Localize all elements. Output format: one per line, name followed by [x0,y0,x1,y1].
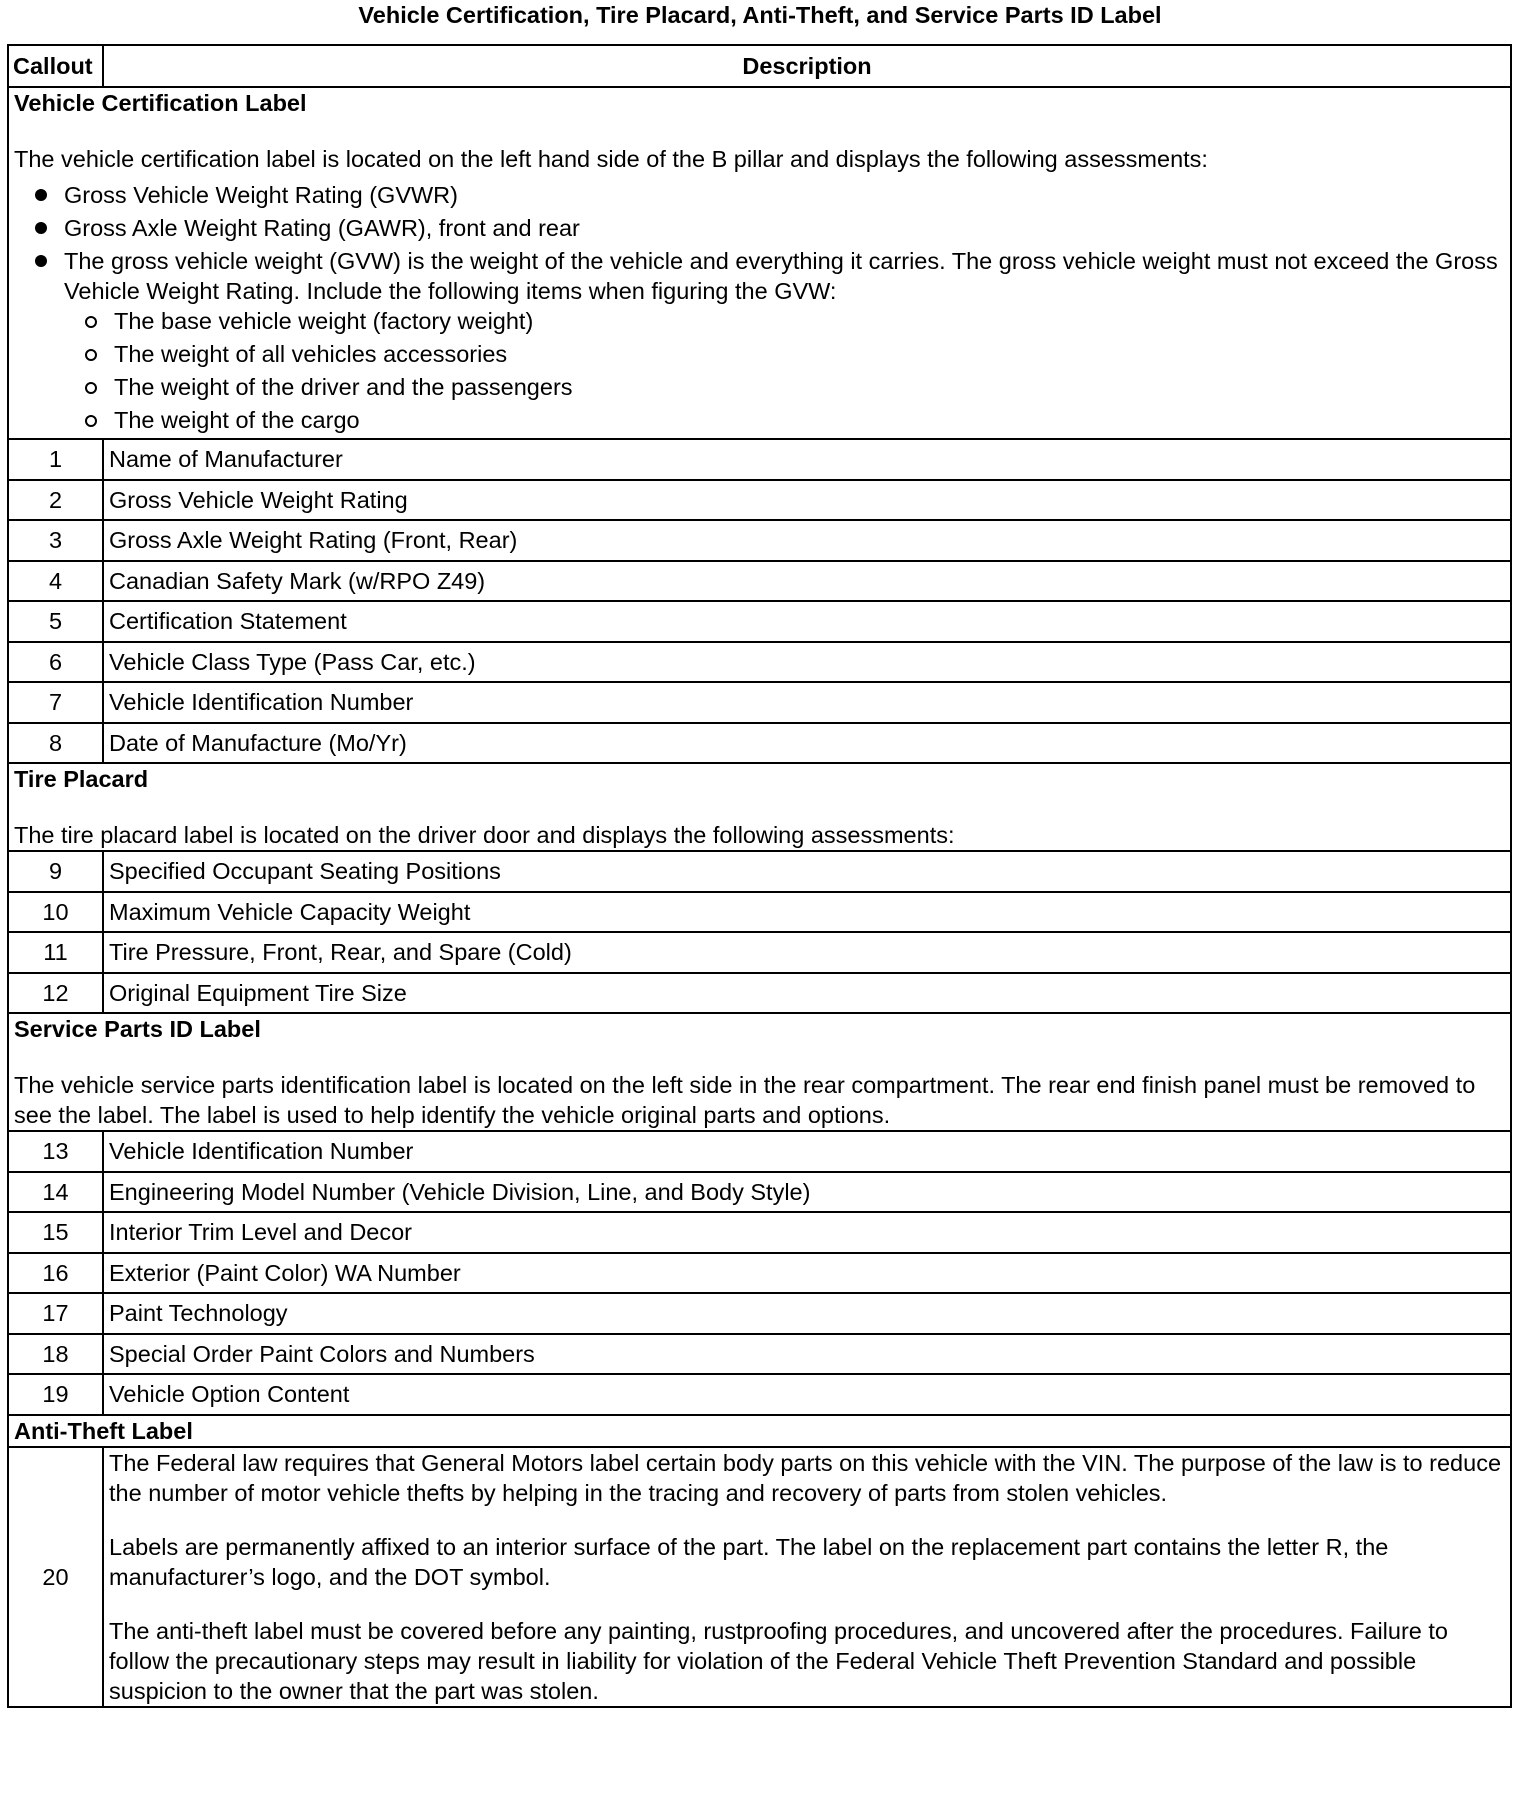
callout-number: 18 [8,1334,103,1375]
section-intro: The vehicle certification label is located on the left hand side of the B pillar and displays the following assessments: [14,146,1208,172]
table-row [8,892,1511,933]
callout-number: 12 [8,973,103,1014]
callout-description: Vehicle Identification Number [103,1131,1511,1172]
table-row [8,973,1511,1014]
table-row [8,682,1511,723]
section-title: Tire Placard [14,766,149,792]
section-intro: The tire placard label is located on the driver door and displays the following assessments: [14,822,955,848]
callout-description: Gross Axle Weight Rating (Front, Rear) [103,520,1511,561]
section-title: Vehicle Certification Label [14,90,307,116]
table-row [8,1374,1511,1415]
bullet-item: Gross Axle Weight Rating (GAWR), front and rear [14,213,1505,243]
callout-number: 1 [8,439,103,480]
callout-number: 2 [8,480,103,521]
callout-description: Vehicle Option Content [103,1374,1511,1415]
table-row [8,601,1511,642]
section-tire-placard [8,763,1511,851]
callout-description: Tire Pressure, Front, Rear, and Spare (Cold) [103,932,1511,973]
callout-description: Maximum Vehicle Capacity Weight [103,892,1511,933]
callout-number: 20 [8,1447,103,1707]
callout-description: Paint Technology [103,1293,1511,1334]
table-row [8,932,1511,973]
header-description: Description [103,45,1511,87]
callout-number: 16 [8,1253,103,1294]
callout-description: Original Equipment Tire Size [103,973,1511,1014]
table-row [8,1334,1511,1375]
callout-description: Interior Trim Level and Decor [103,1212,1511,1253]
callout-description: Name of Manufacturer [103,439,1511,480]
sub-bullet-list [64,306,1505,435]
table-row [8,1253,1511,1294]
section-vehicle-cert [8,87,1511,439]
section-anti-theft [8,1415,1511,1447]
table-row [8,723,1511,764]
bullet-item [14,246,1505,435]
table-row [8,439,1511,480]
section-intro: The vehicle service parts identification label is located on the left side in the rear compartment. The rear end finish panel must be removed to see the label. The label is used to help identify the vehicle original parts and options. [14,1072,1476,1128]
callout-number: 4 [8,561,103,602]
table-row [8,851,1511,892]
table-row [8,480,1511,521]
sub-bullet-item: The weight of all vehicles accessories [64,339,1505,369]
header-callout: Callout [8,45,103,87]
callout-number: 19 [8,1374,103,1415]
callout-number: 14 [8,1172,103,1213]
section-title: Anti-Theft Label [14,1417,193,1444]
callout-description: Special Order Paint Colors and Numbers [103,1334,1511,1375]
callout-description: Date of Manufacture (Mo/Yr) [103,723,1511,764]
table-header-row [8,45,1511,87]
callout-description: Gross Vehicle Weight Rating [103,480,1511,521]
bullet-list [14,180,1505,435]
callout-number: 13 [8,1131,103,1172]
callout-description: Engineering Model Number (Vehicle Division, Line, and Body Style) [103,1172,1511,1213]
sub-bullet-item: The weight of the driver and the passengers [64,372,1505,402]
callout-description: Vehicle Identification Number [103,682,1511,723]
table-row [8,1212,1511,1253]
table-row [8,561,1511,602]
table-row [8,1172,1511,1213]
bullet-item: Gross Vehicle Weight Rating (GVWR) [14,180,1505,210]
anti-theft-paragraph: The anti-theft label must be covered before any painting, rustproofing procedures, and uncovered after the procedures. Failure to follow the precautionary steps may result in liability for violation of the Federal Vehicle Theft Prevention Standard and possible suspicion to the owner that the part was stolen. [109,1617,1448,1704]
callout-number: 3 [8,520,103,561]
anti-theft-paragraph: The Federal law requires that General Motors label certain body parts on this vehicle with the VIN. The purpose of the law is to reduce the number of motor vehicle thefts by helping in the tracing and recovery of parts from stolen vehicles. [109,1449,1502,1506]
sub-bullet-item: The base vehicle weight (factory weight) [64,306,1505,336]
page-title: Vehicle Certification, Tire Placard, Anti-Theft, and Service Parts ID Label [358,2,1162,28]
table-row [8,642,1511,683]
callout-number: 11 [8,932,103,973]
section-title: Service Parts ID Label [14,1016,261,1042]
anti-theft-description [103,1447,1511,1707]
callout-description: Vehicle Class Type (Pass Car, etc.) [103,642,1511,683]
callout-description: Canadian Safety Mark (w/RPO Z49) [103,561,1511,602]
section-service-parts [8,1013,1511,1131]
callout-number: 17 [8,1293,103,1334]
callout-number: 5 [8,601,103,642]
sub-bullet-item: The weight of the cargo [64,405,1505,435]
callout-number: 7 [8,682,103,723]
callout-number: 6 [8,642,103,683]
table-row [8,1293,1511,1334]
callout-number: 9 [8,851,103,892]
anti-theft-paragraph: Labels are permanently affixed to an interior surface of the part. The label on the replacement part contains the letter R, the manufacturer’s logo, and the DOT symbol. [109,1533,1389,1590]
callout-number: 10 [8,892,103,933]
table-row [8,1447,1511,1707]
bullet-text: The gross vehicle weight (GVW) is the weight of the vehicle and everything it carries. The gross vehicle weight must not exceed the Gross Vehicle Weight Rating. Include the following items when figuring the GVW: [64,248,1498,304]
callout-description: Certification Statement [103,601,1511,642]
table-row [8,1131,1511,1172]
table-row [8,520,1511,561]
callout-description: Specified Occupant Seating Positions [103,851,1511,892]
callout-number: 8 [8,723,103,764]
label-table [7,44,1512,1708]
callout-number: 15 [8,1212,103,1253]
callout-description: Exterior (Paint Color) WA Number [103,1253,1511,1294]
